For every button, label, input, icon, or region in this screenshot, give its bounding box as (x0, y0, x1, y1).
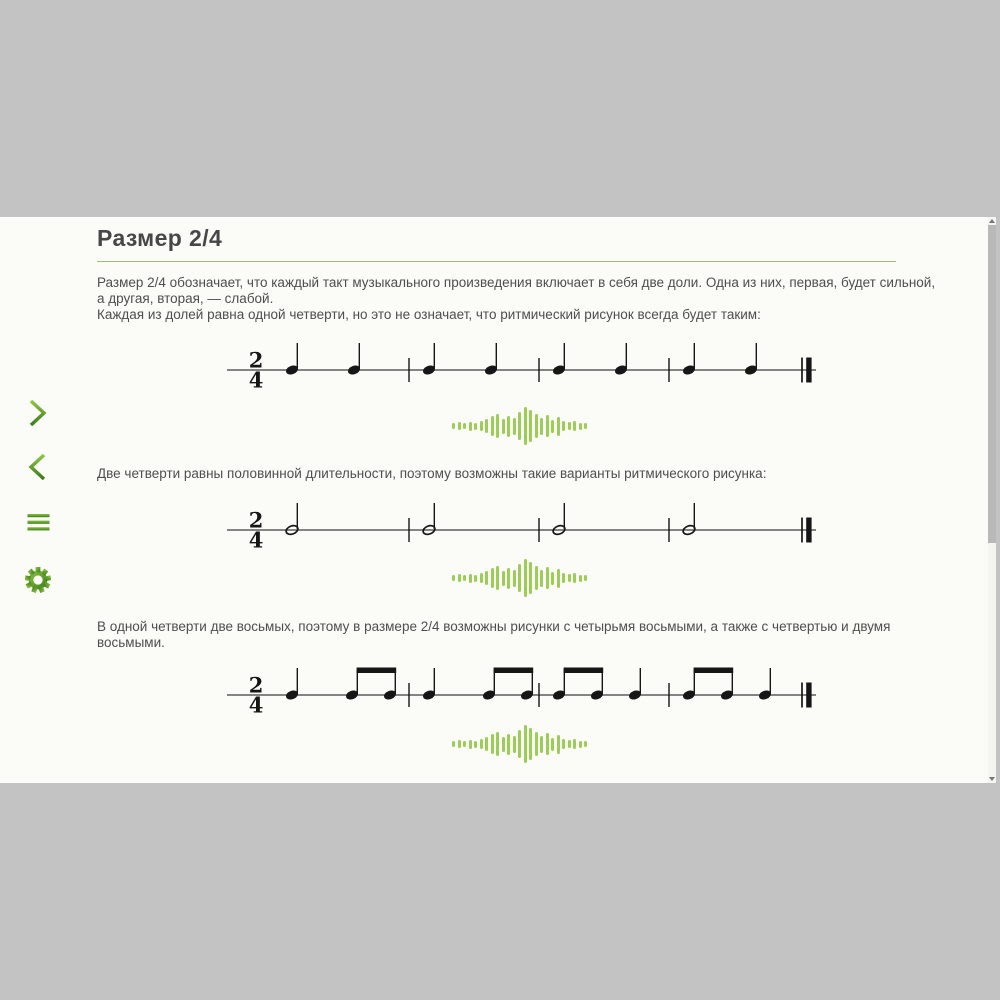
waveform-bar (546, 733, 549, 755)
page-title: Размер 2/4 (97, 225, 223, 251)
waveform-bar (529, 562, 532, 594)
waveform-bar (562, 573, 565, 583)
menu-icon (27, 513, 50, 532)
waveform-bar (469, 422, 472, 431)
waveform-bar (535, 414, 538, 438)
waveform-bar (562, 421, 565, 431)
waveform-bar (485, 737, 488, 751)
lesson-page (0, 217, 996, 783)
menu-button[interactable] (27, 513, 50, 532)
scroll-down-arrow-icon[interactable] (989, 777, 995, 781)
waveform-bar (496, 566, 499, 590)
scroll-up-arrow-icon[interactable] (989, 219, 995, 223)
svg-text:4: 4 (248, 367, 264, 393)
waveform-bar (546, 567, 549, 589)
waveform-bar (529, 728, 532, 760)
waveform-bar (469, 574, 472, 583)
audio-waveform-player[interactable] (452, 403, 587, 449)
waveform-bar (480, 573, 483, 583)
text-line: Каждая из долей равна одной четверти, но это не означает, что ритмический рисунок всегда будет таким: (97, 306, 761, 322)
text-line: Две четверти равны половинной длительности, поэтому возможны такие варианты ритмического рисунка: (97, 466, 767, 481)
text-line: Размер 2/4 обозначает, что каждый такт музыкального произведения включает в себя две доли. Одна из них, первая, будет сильной, (97, 275, 936, 290)
waveform-bar (485, 419, 488, 433)
svg-text:2: 2 (248, 347, 264, 373)
waveform-bar (579, 575, 582, 582)
waveform-bar (502, 419, 505, 434)
chevron-right-icon (27, 398, 49, 428)
waveform-bar (524, 559, 527, 597)
waveform-bar (524, 725, 527, 763)
waveform-bar (513, 736, 516, 753)
chevron-left-icon (26, 452, 48, 482)
paragraph-half-notes (97, 466, 766, 482)
svg-text:2: 2 (248, 507, 264, 533)
waveform-bar (551, 572, 554, 585)
waveform-bar (551, 738, 554, 751)
waveform-bar (452, 575, 455, 581)
waveform-bar (584, 741, 587, 747)
waveform-bar (579, 741, 582, 748)
waveform-bar (507, 734, 510, 755)
paragraph-eighth-notes (97, 619, 890, 651)
audio-waveform-player[interactable] (452, 555, 587, 601)
audio-waveform-player[interactable] (452, 721, 587, 767)
waveform-bar (584, 575, 587, 581)
waveform-bar (502, 737, 505, 752)
waveform-bar (507, 568, 510, 589)
waveform-bar (491, 416, 494, 436)
waveform-bar (568, 574, 571, 582)
text-line: а другая, вторая, — слабой. (97, 290, 274, 306)
waveform-bar (480, 421, 483, 431)
waveform-bar (496, 414, 499, 438)
waveform-bar (573, 421, 576, 431)
waveform-bar (452, 741, 455, 747)
waveform-bar (491, 568, 494, 588)
waveform-bar (513, 570, 516, 587)
waveform-bar (568, 740, 571, 748)
waveform-bar (458, 740, 461, 748)
gear-icon (25, 567, 51, 593)
waveform-bar (579, 423, 582, 430)
text-line: В одной четверти две восьмых, поэтому в размере 2/4 возможны рисунки с четырьмя восьмыми, а также с четвертью и двумя (97, 619, 891, 634)
rhythm-stave-half-notes (225, 498, 819, 554)
paragraph-intro (97, 275, 935, 322)
waveform-bar (557, 569, 560, 588)
waveform-bar (491, 734, 494, 754)
waveform-bar (452, 423, 455, 429)
waveform-bar (557, 735, 560, 754)
waveform-bar (573, 739, 576, 749)
waveform-bar (540, 418, 543, 435)
waveform-bar (474, 575, 477, 582)
waveform-bar (513, 418, 516, 435)
settings-button[interactable] (25, 567, 51, 593)
prev-page-button[interactable] (26, 452, 48, 482)
title-divider (97, 261, 896, 262)
waveform-bar (463, 423, 466, 429)
waveform-bar (474, 741, 477, 748)
waveform-bar (568, 422, 571, 430)
waveform-bar (502, 571, 505, 586)
waveform-bar (463, 741, 466, 747)
rhythm-stave-eighth-notes (225, 663, 819, 719)
waveform-bar (535, 566, 538, 590)
waveform-bar (458, 422, 461, 430)
svg-text:4: 4 (248, 527, 264, 553)
waveform-bar (458, 574, 461, 582)
rhythm-stave-quarter-notes (225, 338, 819, 394)
svg-text:2: 2 (248, 672, 264, 698)
svg-text:4: 4 (248, 692, 264, 718)
waveform-bar (535, 732, 538, 756)
waveform-bar (463, 575, 466, 581)
waveform-bar (485, 571, 488, 585)
scrollbar-thumb[interactable] (988, 225, 996, 543)
waveform-bar (474, 423, 477, 430)
waveform-bar (551, 420, 554, 433)
waveform-bar (540, 736, 543, 753)
text-line: восьмыми. (97, 634, 165, 650)
waveform-bar (518, 564, 521, 592)
waveform-bar (540, 570, 543, 587)
waveform-bar (584, 423, 587, 429)
waveform-bar (496, 732, 499, 756)
waveform-bar (562, 739, 565, 749)
waveform-bar (524, 407, 527, 445)
waveform-bar (518, 730, 521, 758)
waveform-bar (469, 740, 472, 749)
waveform-bar (573, 573, 576, 583)
next-page-button[interactable] (27, 398, 49, 428)
waveform-bar (518, 412, 521, 440)
waveform-bar (546, 415, 549, 437)
waveform-bar (557, 417, 560, 436)
waveform-bar (529, 410, 532, 442)
scrollbar[interactable] (988, 217, 996, 783)
waveform-bar (507, 416, 510, 437)
waveform-bar (480, 739, 483, 749)
